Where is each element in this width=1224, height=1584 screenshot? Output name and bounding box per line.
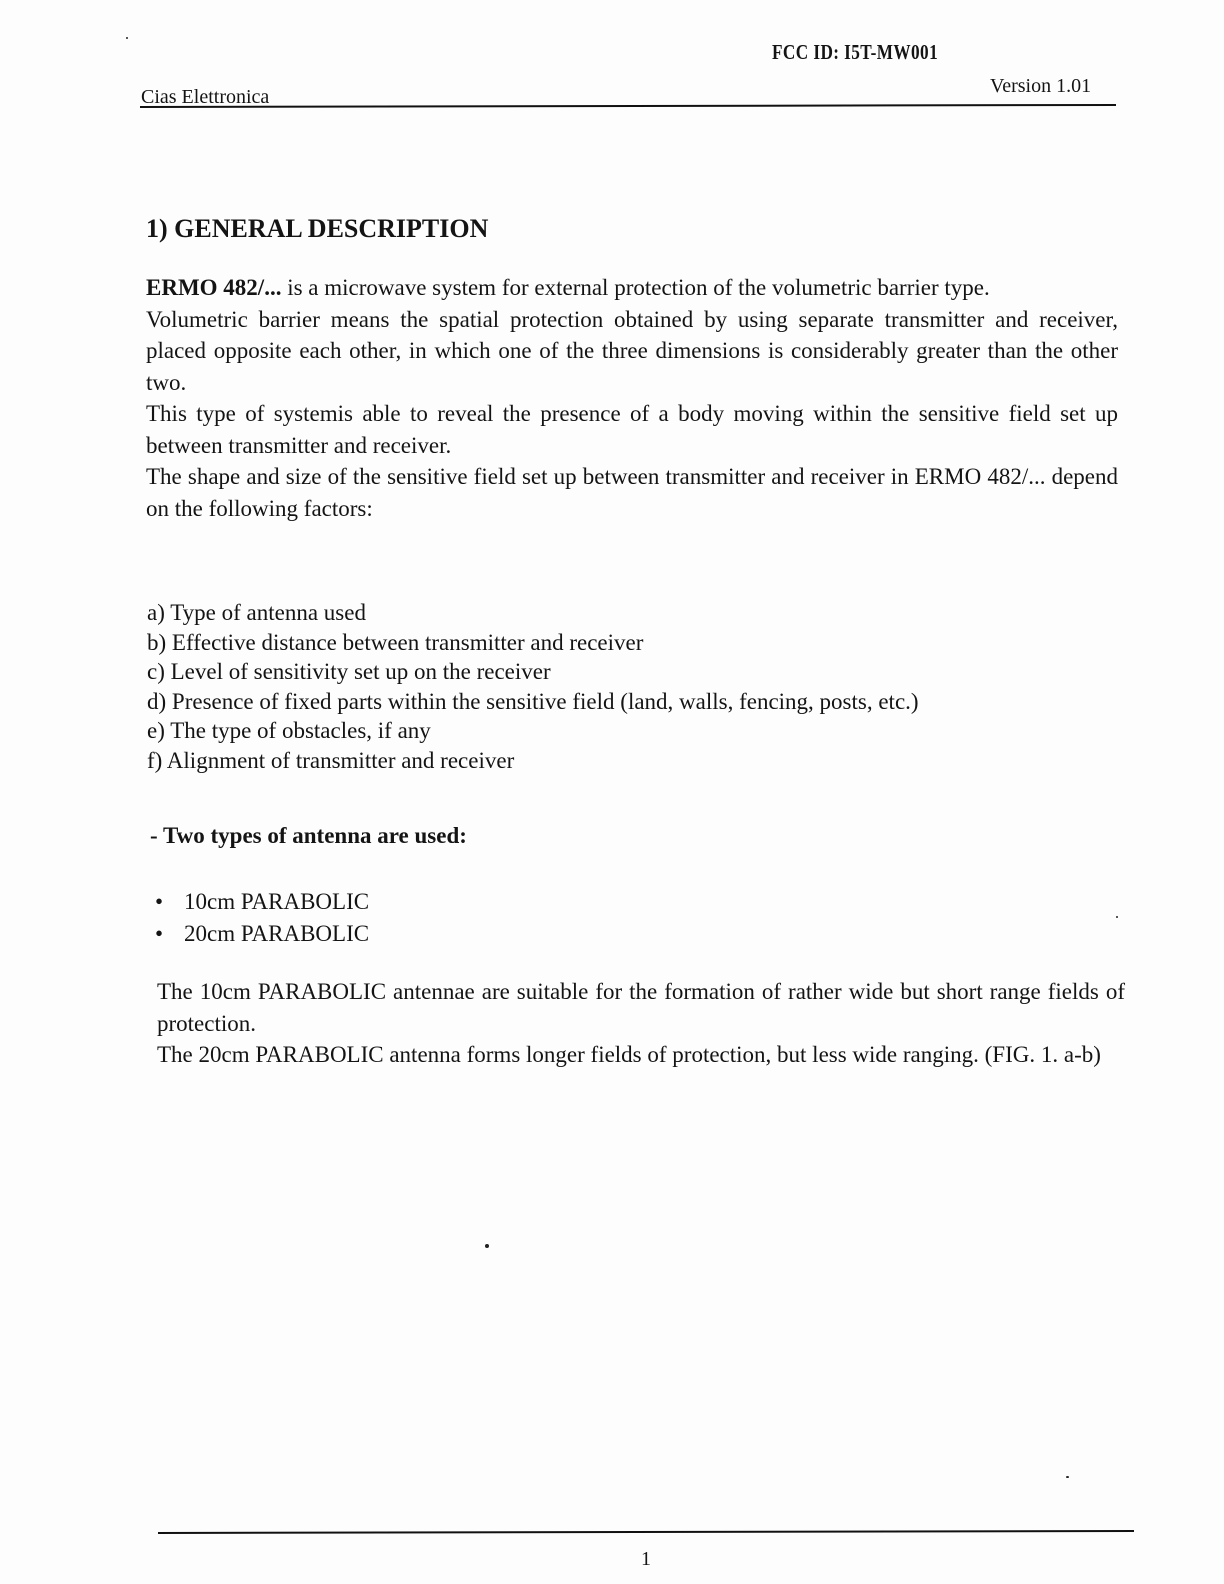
intro-paragraph-2: Volumetric barrier means the spatial protection obtained by using separate transmitter and receiver, placed opposite each other, in which one of the three dimensions is considerably greater than the other two.: [146, 306, 1118, 395]
antenna-heading: - Two types of antenna are used:: [150, 823, 467, 848]
section-title: 1) GENERAL DESCRIPTION: [146, 214, 489, 243]
intro-sentence-1: [146, 272, 1118, 304]
scan-speck: [485, 1244, 489, 1248]
header-rule: [140, 104, 1116, 108]
antenna-paragraph-1: The 10cm PARABOLIC antennae are suitable for the formation of rather wide but short range fields of protection.: [157, 979, 1125, 1036]
antenna-paragraph-2: The 20cm PARABOLIC antenna forms longer fields of protection, but less wide ranging. (FIG. 1. a-b): [157, 1042, 1101, 1067]
antenna-description: [157, 976, 1125, 1071]
antenna-list: [155, 886, 369, 950]
company-name: Cias Elettronica: [141, 86, 270, 108]
scan-speck: [126, 37, 128, 39]
factor-list: [147, 598, 919, 775]
intro-sentence-1-rest: is a microwave system for external protection of the volumetric barrier type.: [281, 275, 990, 300]
factor-item: e) The type of obstacles, if any: [147, 718, 431, 743]
footer-rule: [158, 1530, 1134, 1534]
factor-item: d) Presence of fixed parts within the sensitive field (land, walls, fencing, posts, etc.): [147, 688, 919, 714]
version-label: Version 1.01: [990, 75, 1092, 97]
intro-paragraphs: [146, 272, 1118, 524]
factor-item: a) Type of antenna used: [147, 600, 366, 625]
intro-paragraph-3: This type of systemis able to reveal the presence of a body moving within the sensitive field set up between transmitter and receiver.: [146, 401, 1118, 458]
factor-item: c) Level of sensitivity set up on the receiver: [147, 659, 551, 684]
antenna-item: • 20cm PARABOLIC: [155, 918, 369, 950]
page-number: 1: [641, 1548, 651, 1570]
factor-item: f) Alignment of transmitter and receiver: [147, 747, 515, 773]
product-name: ERMO 482/...: [146, 275, 282, 300]
fcc-id: FCC ID: I5T-MW001: [772, 40, 939, 64]
scan-speck: [1066, 1476, 1069, 1478]
factor-item: b) Effective distance between transmitter and receiver: [147, 629, 644, 655]
scan-speck: [1116, 916, 1118, 918]
antenna-item: • 10cm PARABOLIC: [155, 886, 369, 918]
intro-paragraph-4: The shape and size of the sensitive field set up between transmitter and receiver in ERMO 482/... depend on the following factors:: [146, 464, 1118, 521]
